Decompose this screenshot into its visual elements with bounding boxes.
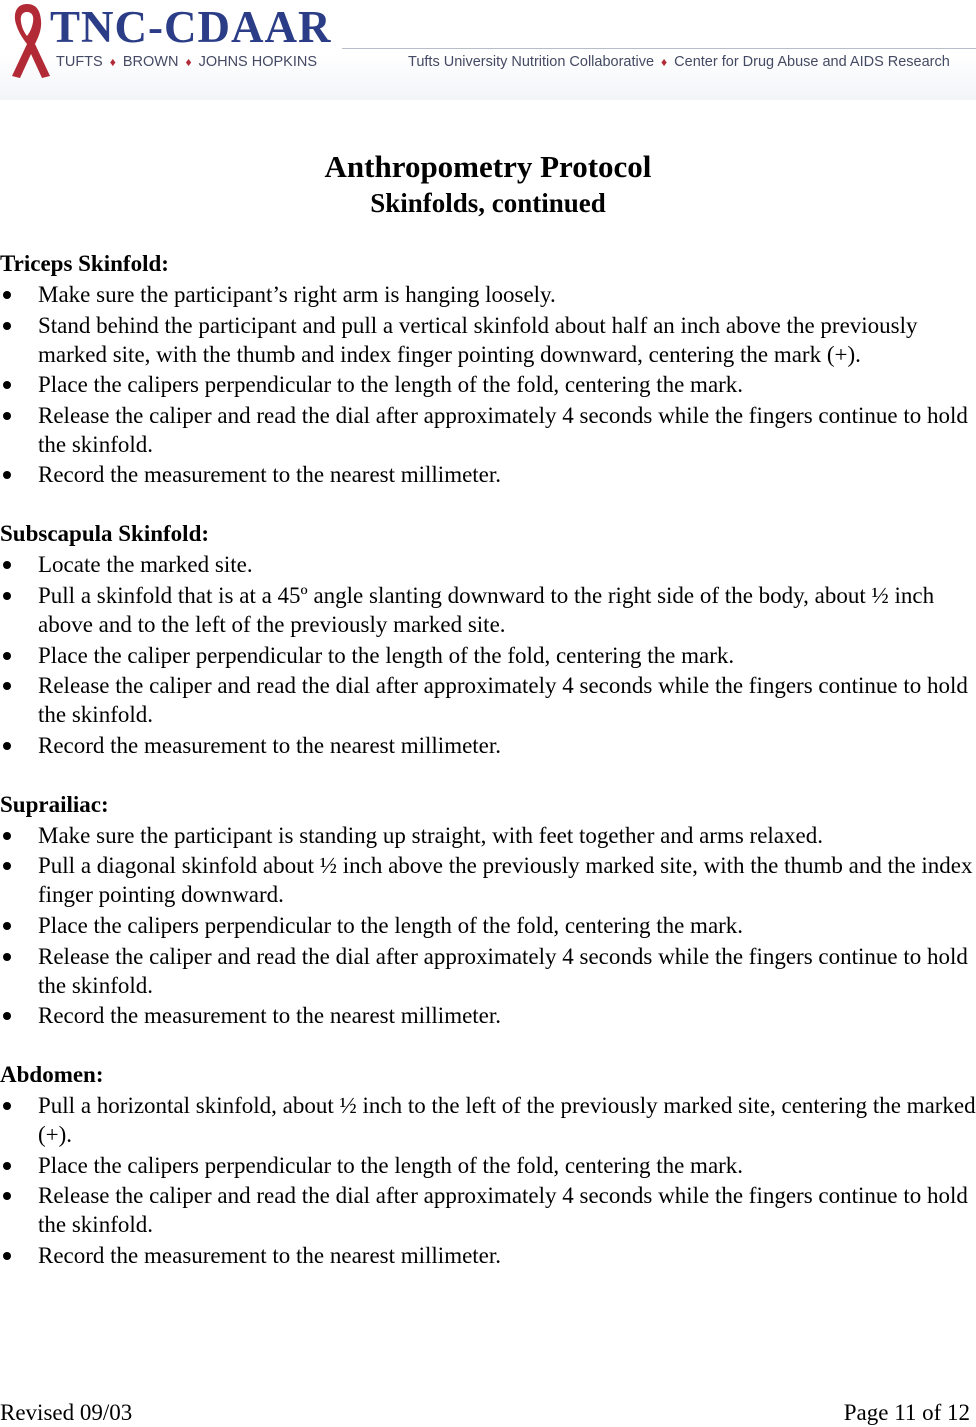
list-item-text: Record the measurement to the nearest millimeter. — [38, 732, 502, 758]
bullet-icon — [3, 471, 11, 479]
section-suprailiac — [0, 789, 976, 1030]
list-item-text: Locate the marked site. — [38, 552, 253, 578]
revision-date: Revised 09/03 — [0, 1400, 133, 1425]
list-item-text: Place the calipers perpendicular to the length of the fold, centering the mark. — [38, 1152, 744, 1178]
list-item — [0, 370, 976, 399]
protocol-content — [0, 248, 976, 1299]
list-item — [0, 280, 976, 309]
list-item — [0, 641, 976, 670]
bullet-icon — [3, 412, 11, 420]
bullet-icon — [3, 1012, 11, 1020]
list-item-text: Pull a diagonal skinfold about ½ inch above the previously marked site, with the thumb and the index finger pointing downward. — [38, 853, 973, 908]
bullet-icon — [3, 1192, 11, 1200]
page-title: Anthropometry Protocol — [324, 149, 652, 184]
bullet-icon — [3, 1102, 11, 1110]
list-item-text: Pull a horizontal skinfold, about ½ inch to the left of the previously marked site, centering the marked (+). — [38, 1093, 976, 1148]
list-item — [0, 942, 976, 1000]
section-abdomen — [0, 1059, 976, 1270]
list-item-text: Record the measurement to the nearest millimeter. — [38, 1003, 502, 1029]
list-item-text: Release the caliper and read the dial after approximately 4 seconds while the fingers continue to hold the skinfold. — [38, 673, 968, 728]
list-item — [0, 550, 976, 579]
list-item — [0, 911, 976, 940]
list-item-text: Make sure the participant’s right arm is hanging loosely. — [38, 282, 556, 307]
institution-list — [56, 54, 317, 70]
section-triceps-skinfold — [0, 248, 976, 489]
section-heading: Abdomen: — [0, 1062, 104, 1088]
list-item-text: Release the caliper and read the dial after approximately 4 seconds while the fingers continue to hold the skinfold. — [38, 1183, 968, 1238]
bullet-icon — [3, 1252, 11, 1260]
bullet-icon — [3, 322, 11, 330]
list-item-text: Place the calipers perpendicular to the length of the fold, centering the mark. — [38, 912, 744, 938]
list-item — [0, 731, 976, 760]
bullet-icon — [3, 1162, 11, 1170]
list-item — [0, 401, 976, 459]
section-subscapula-skinfold — [0, 518, 976, 759]
list-item-text: Release the caliper and read the dial after approximately 4 seconds while the fingers continue to hold the skinfold. — [38, 943, 968, 998]
list-item — [0, 1151, 976, 1180]
list-item-text: Release the caliper and read the dial after approximately 4 seconds while the fingers continue to hold the skinfold. — [38, 402, 968, 457]
list-item — [0, 311, 976, 369]
list-item — [0, 1181, 976, 1239]
diamond-separator-icon: ♦ — [661, 55, 668, 69]
list-item — [0, 460, 976, 489]
list-item — [0, 1091, 976, 1149]
bullet-icon — [3, 592, 11, 600]
bullet-icon — [3, 922, 11, 930]
bullet-icon — [3, 381, 11, 389]
institution-brown: BROWN — [122, 54, 179, 70]
section-heading: Triceps Skinfold: — [0, 251, 169, 276]
bullet-icon — [3, 832, 11, 840]
institution-johns-hopkins: JOHNS HOPKINS — [198, 54, 317, 70]
diamond-separator-icon: ♦ — [185, 55, 192, 69]
header-banner — [0, 0, 976, 100]
list-item-text: Make sure the participant is standing up straight, with feet together and arms relaxed. — [38, 822, 823, 848]
bullet-icon — [3, 742, 11, 750]
list-item — [0, 1001, 976, 1030]
bullet-icon — [3, 862, 11, 870]
bullet-icon — [3, 953, 11, 961]
list-item — [0, 821, 976, 850]
list-item — [0, 581, 976, 639]
institution-tufts: TUFTS — [56, 54, 103, 70]
page-subtitle: Skinfolds, continued — [370, 188, 606, 218]
aids-ribbon-icon — [4, 0, 50, 80]
page-number: Page 11 of 12 — [843, 1400, 970, 1425]
list-item-text: Record the measurement to the nearest millimeter. — [38, 462, 502, 488]
list-item-text: Stand behind the participant and pull a vertical skinfold about half an inch above the previously marked site, with the thumb and index finger pointing downward, centering the mark (+). — [38, 312, 918, 367]
bullet-icon — [3, 561, 11, 569]
list-item — [0, 1241, 976, 1270]
bullet-list — [0, 280, 976, 489]
bullet-list — [0, 821, 976, 1030]
logo-text: TNC-CDAAR — [50, 2, 332, 52]
bullet-list — [0, 550, 976, 759]
list-item-text: Place the calipers perpendicular to the length of the fold, centering the mark. — [38, 372, 744, 398]
list-item-text: Pull a skinfold that is at a 45º angle slanting downward to the right side of the body, about ½ inch above and to the left of the previously marked site. — [38, 582, 935, 637]
section-heading: Suprailiac: — [0, 791, 109, 817]
collaborative-name: Tufts University Nutrition Collaborative — [408, 54, 655, 70]
bullet-list — [0, 1091, 976, 1270]
banner-divider — [342, 48, 976, 49]
bullet-icon — [3, 291, 11, 299]
diamond-separator-icon: ♦ — [109, 55, 116, 69]
list-item — [0, 851, 976, 909]
list-item-text: Record the measurement to the nearest millimeter. — [38, 1242, 502, 1268]
list-item — [0, 671, 976, 729]
bullet-icon — [3, 652, 11, 660]
section-heading: Subscapula Skinfold: — [0, 521, 210, 547]
bullet-icon — [3, 682, 11, 690]
list-item-text: Place the caliper perpendicular to the length of the fold, centering the mark. — [38, 642, 735, 668]
organization-names — [408, 54, 950, 70]
center-name: Center for Drug Abuse and AIDS Research — [674, 54, 950, 70]
